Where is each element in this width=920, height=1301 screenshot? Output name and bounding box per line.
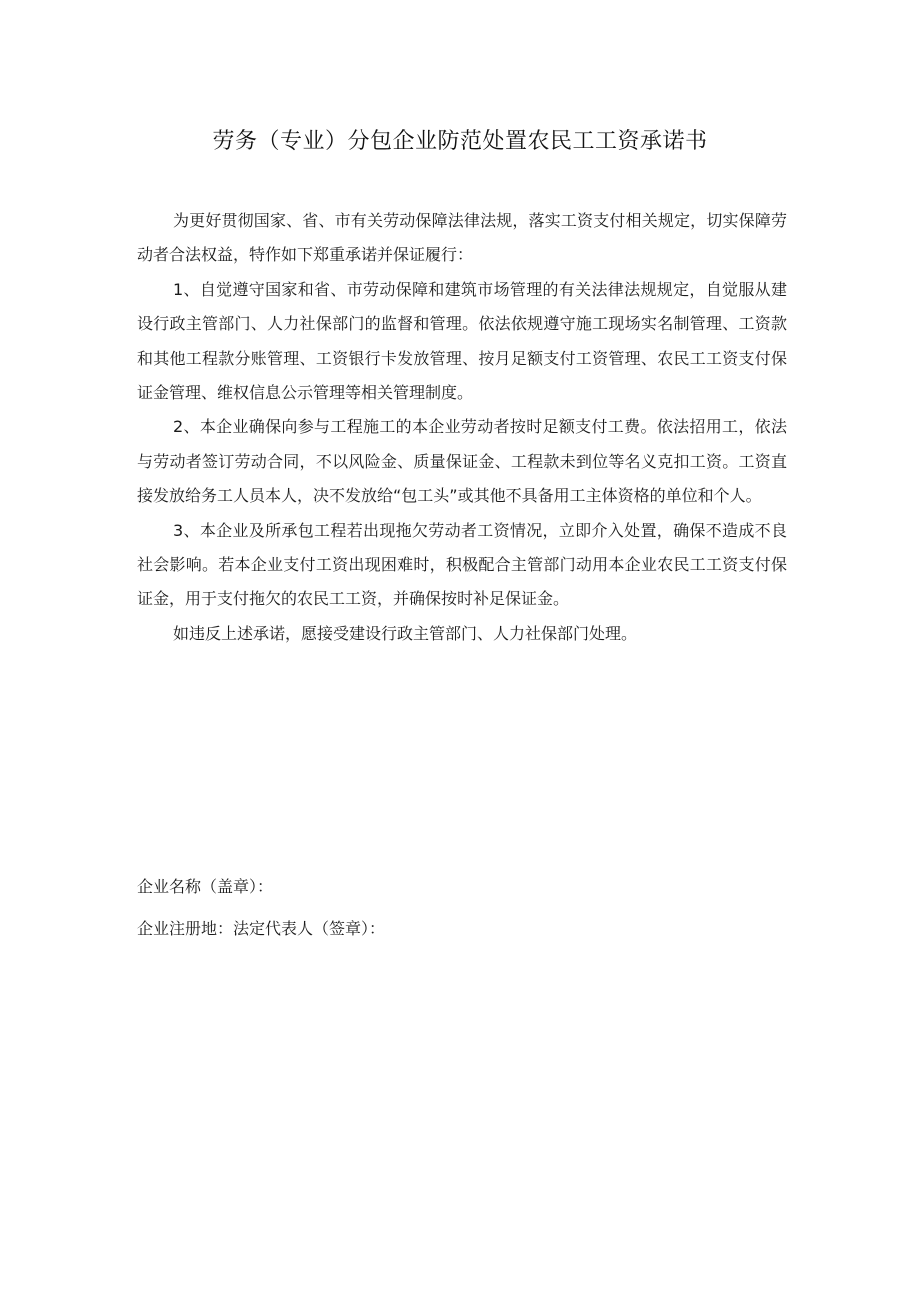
registration-and-representative-label: 企业注册地：法定代表人（签章）：: [137, 919, 386, 939]
signature-block: [137, 870, 787, 955]
document-body: [137, 204, 787, 651]
company-name-label: 企业名称（盖章）：: [137, 877, 274, 896]
clause-1-paragraph: 1、自觉遵守国家和省、市劳动保障和建筑市场管理的有关法律法规规定，自觉服从建设行政主管部门、人力社保部门的监督和管理。依法依规遵守施工现场实名制管理、工资款和其他工程款分账管理、工资银行卡发放管理、按月足额支付工资管理、农民工工资支付保证金管理、维权信息公示管理等相关管理制度。: [137, 279, 787, 403]
clause-3-paragraph: 3、本企业及所承包工程若出现拖欠劳动者工资情况，立即介入处置，确保不造成不良社会影响。若本企业支付工资出现困难时，积极配合主管部门动用本企业农民工工资支付保证金，用于支付拖欠的农民工工资，并确保按时补足保证金。: [137, 520, 787, 609]
intro-paragraph: 为更好贯彻国家、省、市有关劳动保障法律法规，落实工资支付相关规定，切实保障劳动者合法权益，特作如下郑重承诺并保证履行：: [137, 211, 787, 265]
clause-2-paragraph: 2、本企业确保向参与工程施工的本企业劳动者按时足额支付工费。依法招用工，依法与劳动者签订劳动合同，不以风险金、质量保证金、工程款未到位等名义克扣工资。工资直接发放给务工人员本人，决不发放给“包工头”或其他不具备用工主体资格的单位和个人。: [137, 417, 787, 506]
document-title: 劳务（专业）分包企业防范处置农民工工资承诺书: [212, 129, 708, 154]
closing-paragraph: 如违反上述承诺，愿接受建设行政主管部门、人力社保部门处理。: [173, 623, 638, 643]
